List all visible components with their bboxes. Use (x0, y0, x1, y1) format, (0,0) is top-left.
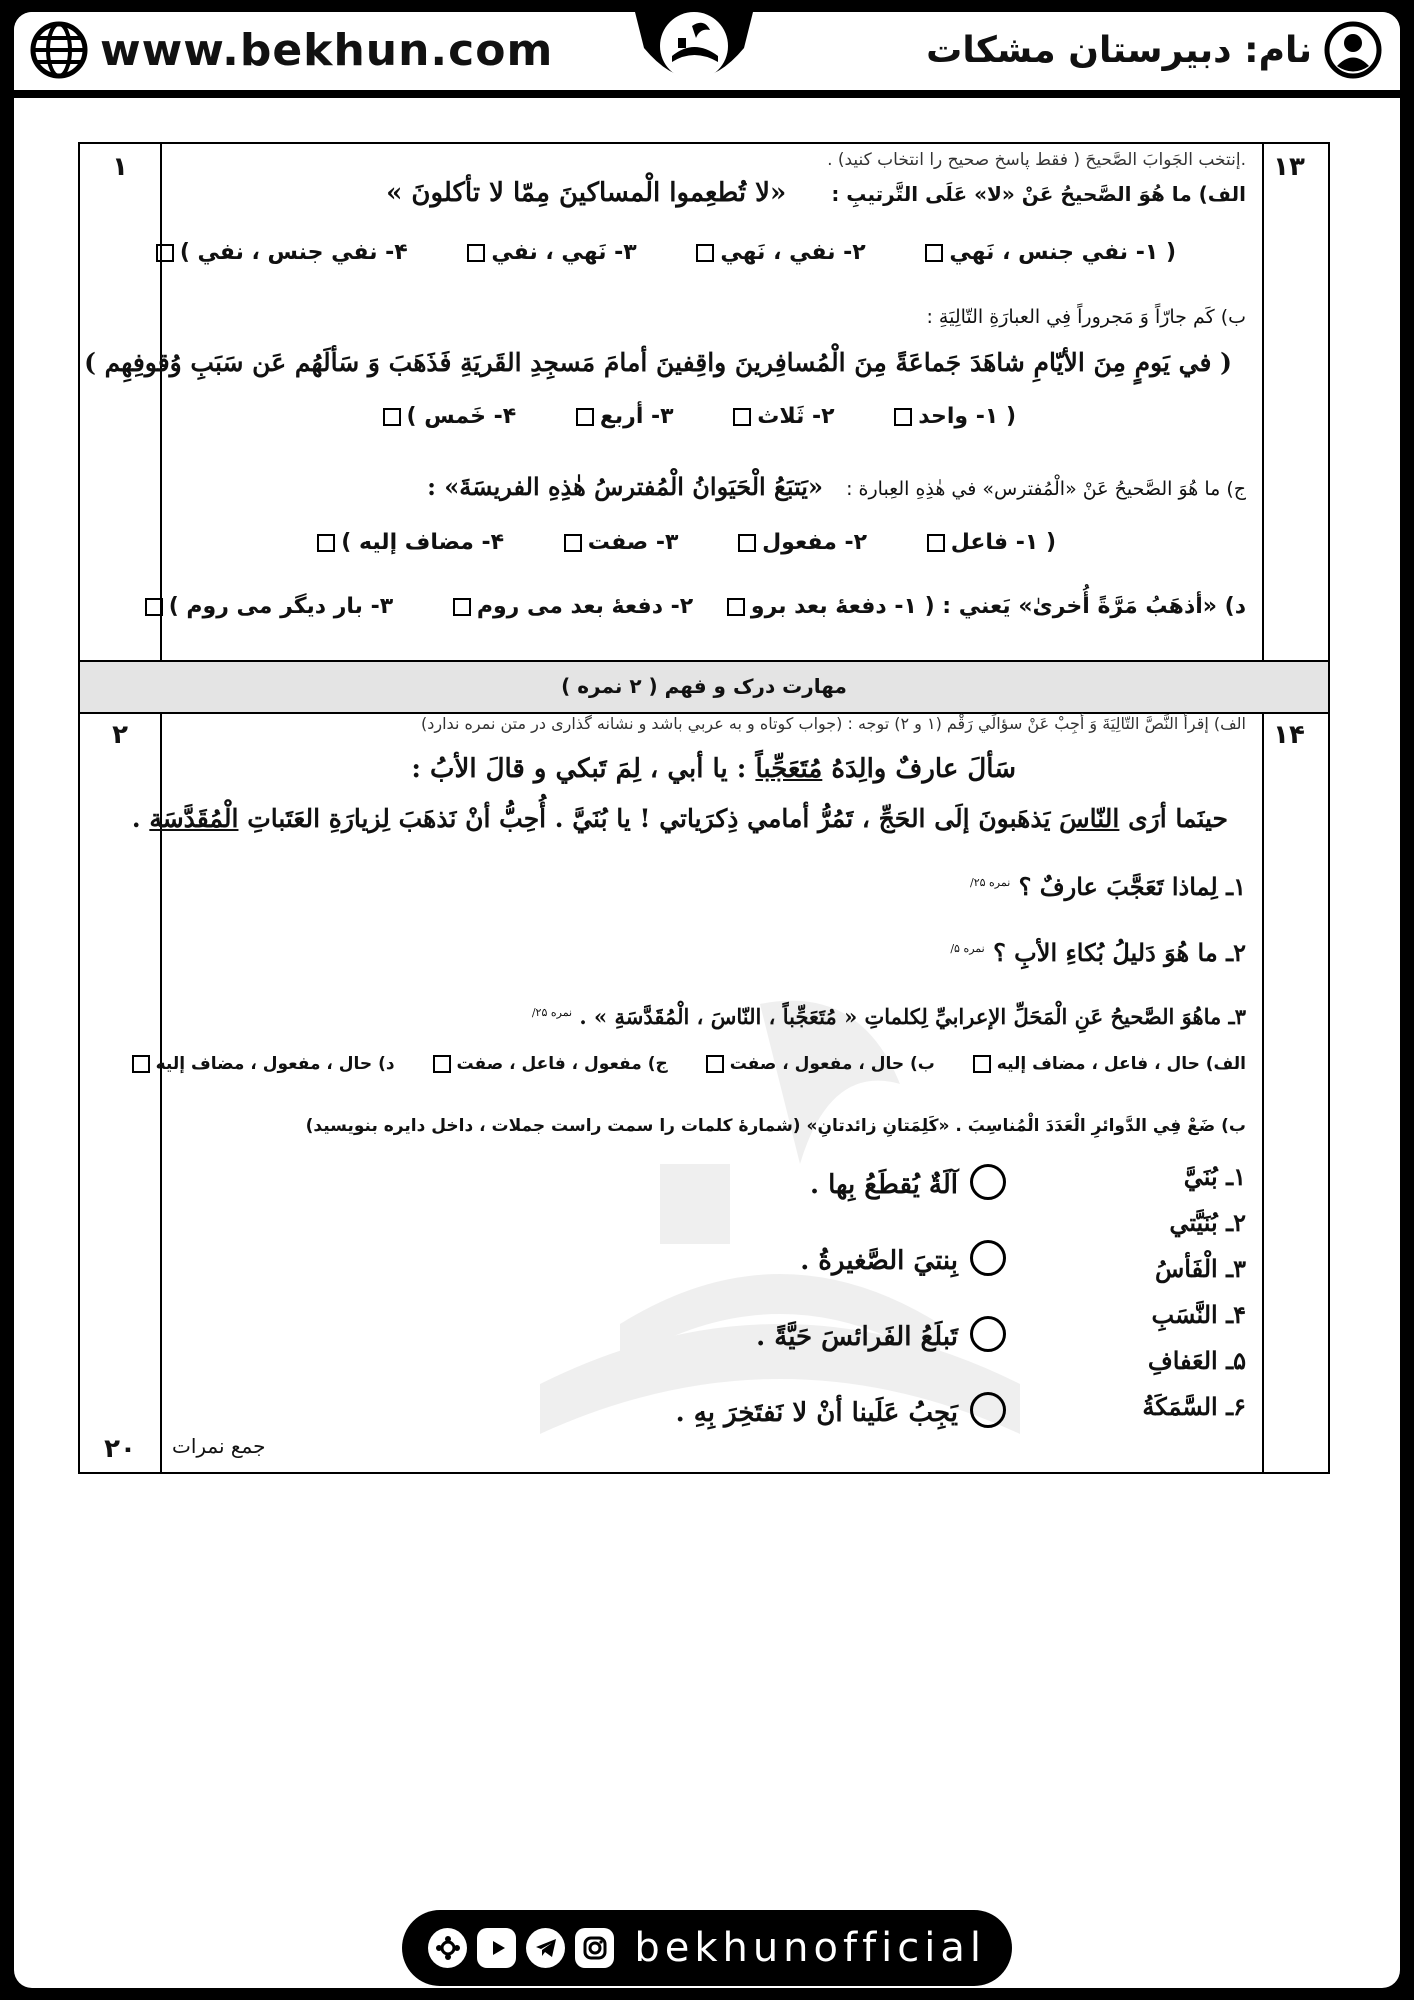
q14-sub-question-3 (162, 1004, 1246, 1029)
q13-c-prompt: ج) ما هُوَ الصَّحيحُ عَنْ «الْمُفترس» في هٰذِهِ العِبارة : (846, 478, 1246, 500)
checkbox[interactable] (927, 534, 945, 552)
youtube-icon[interactable] (477, 1928, 516, 1968)
checkbox[interactable] (317, 534, 335, 552)
checkbox[interactable] (453, 598, 471, 616)
q13-part-a (162, 178, 1246, 208)
option[interactable]: ( ۱- واحد (888, 404, 1016, 429)
passage-text: : يا أبي ، لِمَ تَبكي و قالَ الأبُ : (411, 754, 747, 784)
q13-c-options (162, 530, 1056, 555)
student-name-area (926, 20, 1382, 80)
option[interactable]: ۳- نَهي ، نفي (461, 240, 636, 265)
option[interactable]: الف) حال ، فاعل ، مضاف إليه (967, 1054, 1246, 1074)
q13-b-options (162, 404, 1016, 429)
mark-label: نمره ۵/ (950, 942, 985, 955)
answer-circle[interactable] (970, 1392, 1006, 1428)
q13-b-prompt: ب) كَم جارّاً وَ مَجروراً فِي العبارَةِ التّالِيَةِ : (926, 306, 1246, 328)
aparat-icon[interactable] (428, 1928, 467, 1968)
answer-circle[interactable] (970, 1240, 1006, 1276)
option[interactable]: ۴- نفي جنس ، نفي ) (150, 240, 408, 265)
logo-icon (634, 12, 754, 98)
word-item: ۱ـ بُنَيَّ (1183, 1162, 1246, 1191)
passage-underlined: مُتَعَجِّباً (755, 754, 823, 784)
option[interactable]: ۴- خَمس ) (377, 404, 517, 429)
option[interactable]: ۳- بار دیگر می روم ) (139, 594, 393, 619)
q13-instruction: .إنتخب الجَوابَ الصَّحيحَ ( فقط پاسخ صحيح را انتخاب كنيد) . (827, 150, 1246, 170)
q13-d-prompt: د) «أذهَبُ مَرَّةً أُخرىٰ» يَعني : ( ۱- دفعهٔ بعد برو (750, 594, 1246, 619)
q14-b-prompt: ب) ضَعْ فِي الدَّوائرِ الْعَدَدَ الْمُناسِبَ . «كَلِمَتانِ زائدتانِ» (شمارهٔ كلمات را سمت راست جملات ، داخل دایره بنويسيد) (305, 1116, 1246, 1136)
answer-circle[interactable] (970, 1164, 1006, 1200)
option[interactable]: ( ۱- فاعل (921, 530, 1056, 555)
passage-underlined: الْمُقَدَّسَة (149, 804, 239, 833)
site-link[interactable] (30, 20, 553, 80)
question-score: ۲ (112, 720, 128, 750)
q14-sub-question-2 (162, 938, 1246, 967)
passage-underlined: النّاسَ (1059, 804, 1120, 833)
checkbox[interactable] (727, 598, 745, 616)
exam-page (14, 12, 1400, 1988)
q13-b-sentence: ( في يَومٍ مِنَ الأيّامِ شاهَدَ جَماعَةً مِنَ الْمُسافِرينَ واقِفينَ أمامَ مَسجِدِ القَريَةِ فَذَهَبَ وَ سَألَهُم عَن سَبَبِ وُقوفِهِم ) (84, 348, 1232, 377)
question-13 (84, 148, 1246, 654)
globe-icon (30, 21, 88, 79)
option[interactable]: ب) حال ، مفعول ، صفت (700, 1054, 935, 1074)
q13-part-c (162, 472, 1246, 501)
word-item: ۳ـ الْفَأسُ (1154, 1254, 1246, 1283)
q13-part-d (162, 594, 1246, 619)
checkbox[interactable] (132, 1055, 150, 1073)
user-icon (1324, 21, 1382, 79)
site-url[interactable]: www.bekhun.com (100, 24, 554, 76)
option[interactable]: ( ۱- نفي جنس ، نَهي (919, 240, 1176, 265)
instagram-icon[interactable] (575, 1928, 614, 1968)
q13-a-options (162, 240, 1176, 265)
answer-circle[interactable] (970, 1316, 1006, 1352)
checkbox[interactable] (383, 408, 401, 426)
passage-text: حينَما أرَى (1128, 804, 1228, 833)
mark-label: نمره ۲۵/ (531, 1006, 573, 1019)
checkbox[interactable] (925, 244, 943, 262)
section-title: مهارت درک و فهم ( ۲ نمره ) (80, 660, 1328, 714)
q13-a-prompt: الف) ما هُوَ الصَّحيحُ عَنْ «لا» عَلَى التَّرتيبِ : (831, 182, 1246, 206)
brand-logo (634, 12, 754, 98)
checkbox[interactable] (145, 598, 163, 616)
word-item: ۲ـ بُنَيَّتي (1169, 1208, 1246, 1237)
matching-sentence: آلَةٌ يُقطَعُ بِها . (810, 1170, 958, 1200)
checkbox[interactable] (894, 408, 912, 426)
q14-a-prompt: الف) إقرأ النَّصَّ التّالِيَةَ وَ أجِبْ عَنْ سؤالَي رَقْم (۱ و ۲) توجه : (جواب كوتاه و به عربي باشد و نشانه گذاری در متن نمره ندارد) (421, 714, 1246, 733)
social-footer (402, 1910, 1012, 1986)
social-handle[interactable]: bekhunofficial (634, 1925, 987, 1971)
checkbox[interactable] (706, 1055, 724, 1073)
word-item: ۵ـ العَفافِ (1147, 1346, 1246, 1375)
matching-sentence: بِنتيَ الصَّغيرةُ . (800, 1246, 958, 1276)
passage-text: يَذهَبونَ إلَى الحَجِّ ، تَمُرُّ أمامي ذِكرَياتي ! يا بُنَيَّ . أُحِبُّ أنْ نَذهَبَ لِزيارَةِ العَتَباتِ (247, 804, 1051, 833)
option[interactable]: ۲- مفعول (732, 530, 867, 555)
option[interactable]: ۲- نفي ، نَهي (690, 240, 865, 265)
passage-line-2 (131, 804, 1228, 833)
question-14 (131, 714, 1246, 1464)
option[interactable]: ۳- أربع (570, 404, 674, 429)
column-divider (1262, 144, 1264, 1472)
passage-line-1 (162, 754, 1016, 784)
passage-text: سَألَ عارفٌ والِدَهُ (831, 754, 1016, 784)
sub-question-text: ۳ـ ماهُوَ الصَّحيحُ عَنِ الْمَحَلِّ الإعرابيِّ لِكلماتِ « مُتَعَجِّباً ، النّاسَ ، الْمُقَدَّسَةِ » . (579, 1004, 1246, 1029)
total-score: ۲۰ (104, 1434, 136, 1464)
q14-sub3-options (155, 1054, 1246, 1074)
option[interactable]: ۲- ثَلاث (727, 404, 834, 429)
checkbox[interactable] (696, 244, 714, 262)
question-number: ۱۳ (1273, 152, 1305, 182)
q13-c-sentence: «يَتبَعُ الْحَيَوانُ الْمُفترسُ هٰذِهِ الفريسَةَ» : (427, 472, 823, 501)
word-item: ۶ـ السَّمَكَةُ (1142, 1392, 1246, 1421)
school-name: نام: دبیرستان مشکات (926, 29, 1312, 71)
option[interactable]: د) حال ، مفعول ، مضاف إليه (126, 1054, 395, 1074)
option[interactable]: ۳- صفت (558, 530, 679, 555)
q14-sub-question-1 (162, 872, 1246, 901)
sub-question-text: ۲ـ ما هُوَ دَليلُ بُكاءِ الأبِ ؟ (993, 938, 1246, 967)
exam-table (78, 142, 1330, 1474)
option[interactable]: ۴- مضاف إليه ) (311, 530, 504, 555)
option[interactable]: ج) مفعول ، فاعل ، صفت (427, 1054, 668, 1074)
passage-text: . (131, 804, 141, 833)
checkbox[interactable] (733, 408, 751, 426)
header-bar (14, 12, 1400, 98)
question-number: ۱۴ (1273, 720, 1305, 750)
sub-question-text: ۱ـ لِماذا تَعَجَّبَ عارفٌ ؟ (1018, 872, 1246, 901)
checkbox[interactable] (738, 534, 756, 552)
word-item: ۴ـ النَّسَبِ (1151, 1300, 1246, 1329)
matching-sentence: تَبلَعُ الفَرائسَ حَيَّةً . (756, 1322, 958, 1352)
checkbox[interactable] (576, 408, 594, 426)
checkbox[interactable] (973, 1055, 991, 1073)
checkbox[interactable] (467, 244, 485, 262)
matching-sentence: يَجِبُ عَلَينا أنْ لا نَفتَخِرَ بِهِ . (675, 1398, 958, 1428)
checkbox[interactable] (564, 534, 582, 552)
checkbox[interactable] (156, 244, 174, 262)
telegram-icon[interactable] (526, 1928, 565, 1968)
q13-a-sentence: «لا تُطعِموا الْمساكينَ مِمّا لا تأكلونَ » (386, 178, 787, 208)
total-label: جمع نمرات (172, 1434, 266, 1458)
option[interactable]: ۲- دفعهٔ بعد می روم (447, 594, 693, 619)
mark-label: نمره ۲۵/ (969, 876, 1011, 889)
checkbox[interactable] (433, 1055, 451, 1073)
question-score: ۱ (112, 152, 128, 182)
